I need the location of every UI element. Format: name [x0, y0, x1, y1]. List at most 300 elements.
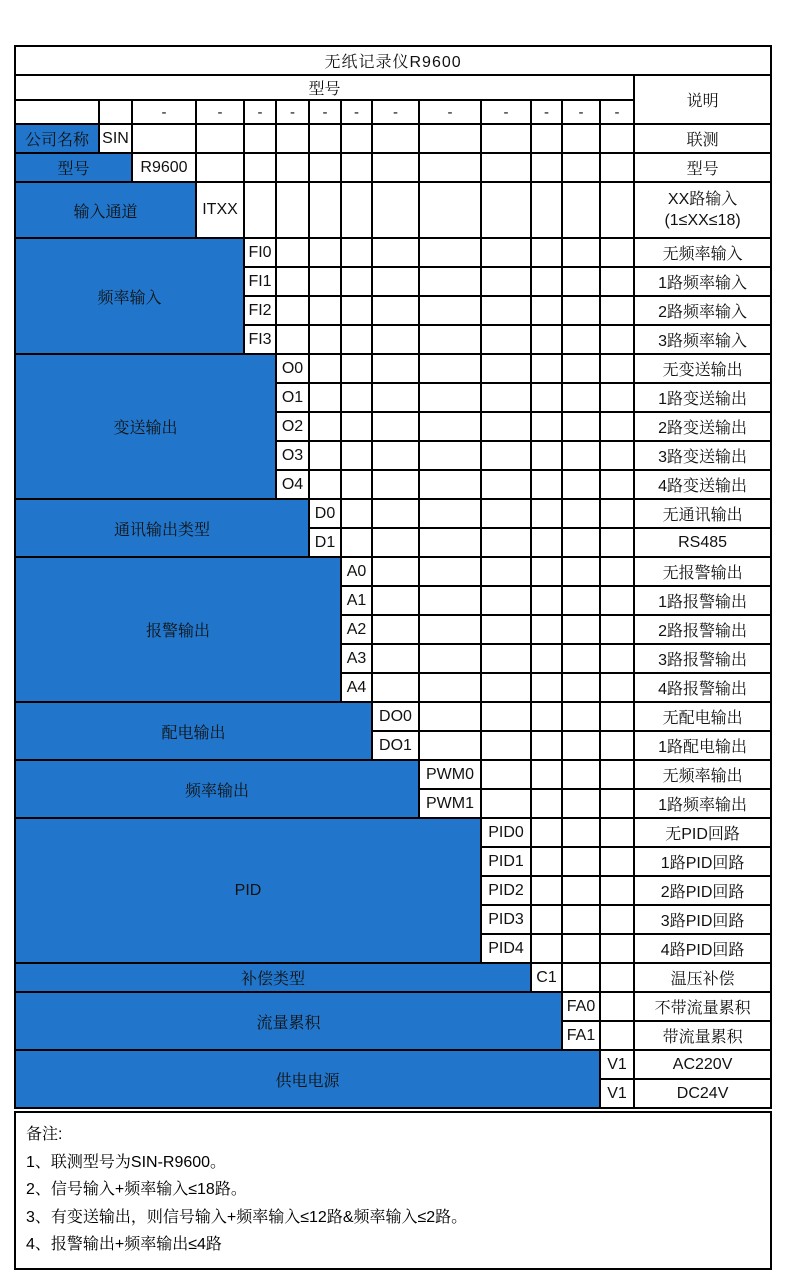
empty-cell	[531, 586, 562, 615]
empty-cell	[372, 499, 419, 528]
empty-cell	[419, 124, 481, 153]
empty-cell	[531, 702, 562, 731]
code-cell-fi1: FI1	[244, 267, 276, 296]
empty-cell	[372, 528, 419, 557]
section-label-frequency-output: 频率输出	[15, 760, 419, 818]
empty-cell	[562, 296, 600, 325]
empty-cell	[531, 267, 562, 296]
code-cell-d0: D0	[309, 499, 341, 528]
dash-cell: -	[419, 100, 481, 124]
empty-cell	[531, 383, 562, 412]
code-cell-o3: O3	[276, 441, 309, 470]
section-label-frequency-input: 频率输入	[15, 238, 244, 354]
notes-list	[26, 1149, 760, 1259]
description-cell: 1路频率输出	[634, 789, 771, 818]
code-cell-o4: O4	[276, 470, 309, 499]
section-label-company: 公司名称	[15, 124, 99, 153]
empty-cell	[481, 296, 531, 325]
code-cell-pwm1: PWM1	[419, 789, 481, 818]
dash-cell: -	[309, 100, 341, 124]
section-label-input-channels: 输入通道	[15, 182, 196, 238]
empty-cell	[562, 963, 600, 992]
empty-cell	[419, 412, 481, 441]
description-header: 说明	[634, 75, 771, 124]
code-cell-o1: O1	[276, 383, 309, 412]
dash-cell: -	[276, 100, 309, 124]
empty-cell	[600, 702, 634, 731]
dash-cell: -	[481, 100, 531, 124]
code-cell-d1: D1	[309, 528, 341, 557]
selection-table	[14, 45, 772, 1109]
empty-cell	[562, 760, 600, 789]
empty-cell	[562, 731, 600, 760]
empty-cell	[419, 325, 481, 354]
empty-cell	[481, 586, 531, 615]
empty-cell	[600, 296, 634, 325]
code-cell-do1: DO1	[372, 731, 419, 760]
description-cell: XX路输入 (1≤XX≤18)	[634, 182, 771, 238]
empty-cell	[600, 412, 634, 441]
empty-cell	[600, 383, 634, 412]
empty-cell	[481, 441, 531, 470]
empty-cell	[341, 296, 372, 325]
empty-cell	[600, 267, 634, 296]
empty-cell	[481, 267, 531, 296]
empty-cell	[341, 354, 372, 383]
empty-cell	[309, 441, 341, 470]
empty-cell	[600, 876, 634, 905]
empty-cell	[419, 615, 481, 644]
empty-cell	[99, 100, 132, 124]
empty-cell	[562, 818, 600, 847]
empty-cell	[600, 557, 634, 586]
empty-cell	[196, 124, 244, 153]
description-cell: 3路频率输入	[634, 325, 771, 354]
empty-cell	[531, 412, 562, 441]
empty-cell	[562, 673, 600, 702]
empty-cell	[372, 615, 419, 644]
empty-cell	[600, 847, 634, 876]
empty-cell	[562, 557, 600, 586]
code-cell-fi3: FI3	[244, 325, 276, 354]
empty-cell	[372, 673, 419, 702]
description-cell: 无频率输入	[634, 238, 771, 267]
empty-cell	[419, 586, 481, 615]
notes-box	[14, 1111, 772, 1270]
empty-cell	[15, 100, 99, 124]
empty-cell	[600, 325, 634, 354]
description-cell: 1路配电输出	[634, 731, 771, 760]
empty-cell	[341, 238, 372, 267]
description-cell: 1路变送输出	[634, 383, 771, 412]
empty-cell	[562, 412, 600, 441]
row-transmitter-output-0	[15, 354, 771, 383]
empty-cell	[309, 383, 341, 412]
empty-cell	[372, 182, 419, 238]
description-cell: 无PID回路	[634, 818, 771, 847]
section-label-pid: PID	[15, 818, 481, 963]
dash-cell: -	[244, 100, 276, 124]
code-cell-itxx: ITXX	[196, 182, 244, 238]
empty-cell	[531, 238, 562, 267]
empty-cell	[600, 354, 634, 383]
empty-cell	[276, 182, 309, 238]
empty-cell	[562, 441, 600, 470]
description-cell: 1路PID回路	[634, 847, 771, 876]
empty-cell	[531, 528, 562, 557]
code-cell-a0: A0	[341, 557, 372, 586]
row-frequency-output-0	[15, 760, 771, 789]
empty-cell	[562, 383, 600, 412]
empty-cell	[481, 731, 531, 760]
empty-cell	[419, 731, 481, 760]
empty-cell	[531, 847, 562, 876]
empty-cell	[309, 354, 341, 383]
empty-cell	[372, 470, 419, 499]
empty-cell	[562, 470, 600, 499]
empty-cell	[531, 905, 562, 934]
code-cell-pid4: PID4	[481, 934, 531, 963]
empty-cell	[481, 153, 531, 182]
empty-cell	[276, 267, 309, 296]
empty-cell	[309, 296, 341, 325]
empty-cell	[341, 383, 372, 412]
empty-cell	[562, 934, 600, 963]
notes-title: 备注:	[26, 1126, 63, 1143]
empty-cell	[419, 644, 481, 673]
empty-cell	[600, 992, 634, 1021]
empty-cell	[562, 702, 600, 731]
empty-cell	[372, 383, 419, 412]
empty-cell	[600, 673, 634, 702]
description-cell: 2路PID回路	[634, 876, 771, 905]
description-cell: 无频率输出	[634, 760, 771, 789]
empty-cell	[531, 124, 562, 153]
row-input-channels-0	[15, 182, 771, 238]
empty-cell	[309, 412, 341, 441]
code-cell-v1: V1	[600, 1050, 634, 1079]
empty-cell	[419, 528, 481, 557]
empty-cell	[600, 731, 634, 760]
empty-cell	[600, 615, 634, 644]
section-label-model: 型号	[15, 153, 132, 182]
empty-cell	[276, 325, 309, 354]
empty-cell	[531, 182, 562, 238]
empty-cell	[419, 557, 481, 586]
empty-cell	[481, 182, 531, 238]
description-cell: 无配电输出	[634, 702, 771, 731]
empty-cell	[531, 876, 562, 905]
empty-cell	[600, 499, 634, 528]
description-cell: 1路报警输出	[634, 586, 771, 615]
dash-cell: -	[562, 100, 600, 124]
row-company-0	[15, 124, 771, 153]
description-cell: 不带流量累积	[634, 992, 771, 1021]
row-model-0	[15, 153, 771, 182]
empty-cell	[132, 124, 196, 153]
empty-cell	[309, 470, 341, 499]
empty-cell	[372, 124, 419, 153]
code-cell-sin: SIN	[99, 124, 132, 153]
empty-cell	[341, 441, 372, 470]
empty-cell	[600, 470, 634, 499]
empty-cell	[341, 124, 372, 153]
empty-cell	[309, 153, 341, 182]
empty-cell	[600, 934, 634, 963]
row-frequency-input-0	[15, 238, 771, 267]
empty-cell	[372, 441, 419, 470]
empty-cell	[419, 296, 481, 325]
section-label-communication-output: 通讯输出类型	[15, 499, 309, 557]
dash-cell: -	[531, 100, 562, 124]
empty-cell	[244, 153, 276, 182]
empty-cell	[600, 644, 634, 673]
code-cell-a1: A1	[341, 586, 372, 615]
section-label-power-supply: 供电电源	[15, 1050, 600, 1108]
description-cell: 无通讯输出	[634, 499, 771, 528]
code-cell-pid2: PID2	[481, 876, 531, 905]
empty-cell	[481, 124, 531, 153]
empty-cell	[419, 470, 481, 499]
row-power-supply-0	[15, 1050, 771, 1079]
empty-cell	[562, 615, 600, 644]
empty-cell	[372, 153, 419, 182]
empty-cell	[562, 644, 600, 673]
code-cell-o0: O0	[276, 354, 309, 383]
description-cell: 1路频率输入	[634, 267, 771, 296]
empty-cell	[531, 615, 562, 644]
section-label-transmitter-output: 变送输出	[15, 354, 276, 499]
empty-cell	[372, 354, 419, 383]
empty-cell	[531, 760, 562, 789]
code-cell-fi2: FI2	[244, 296, 276, 325]
empty-cell	[562, 124, 600, 153]
empty-cell	[531, 296, 562, 325]
empty-cell	[341, 470, 372, 499]
empty-cell	[531, 731, 562, 760]
row-alarm-output-0	[15, 557, 771, 586]
empty-cell	[419, 267, 481, 296]
page-title: 无纸记录仪R9600	[15, 46, 771, 75]
empty-cell	[600, 153, 634, 182]
description-cell: 联测	[634, 124, 771, 153]
empty-cell	[481, 702, 531, 731]
code-cell-pid1: PID1	[481, 847, 531, 876]
empty-cell	[600, 789, 634, 818]
empty-cell	[244, 182, 276, 238]
empty-cell	[419, 182, 481, 238]
empty-cell	[372, 296, 419, 325]
code-cell-pwm0: PWM0	[419, 760, 481, 789]
description-cell: 无报警输出	[634, 557, 771, 586]
empty-cell	[309, 238, 341, 267]
empty-cell	[600, 1021, 634, 1050]
section-label-flow-accumulation: 流量累积	[15, 992, 562, 1050]
dash-cell: -	[372, 100, 419, 124]
empty-cell	[372, 238, 419, 267]
empty-cell	[481, 673, 531, 702]
empty-cell	[562, 267, 600, 296]
empty-cell	[481, 557, 531, 586]
row-communication-output-0	[15, 499, 771, 528]
empty-cell	[372, 267, 419, 296]
code-cell-pid3: PID3	[481, 905, 531, 934]
empty-cell	[341, 153, 372, 182]
description-cell: 4路报警输出	[634, 673, 771, 702]
description-cell: 3路PID回路	[634, 905, 771, 934]
empty-cell	[244, 124, 276, 153]
empty-cell	[562, 905, 600, 934]
empty-cell	[276, 153, 309, 182]
code-cell-o2: O2	[276, 412, 309, 441]
description-cell: 型号	[634, 153, 771, 182]
code-cell-fa0: FA0	[562, 992, 600, 1021]
description-cell: 温压补偿	[634, 963, 771, 992]
empty-cell	[562, 586, 600, 615]
empty-cell	[481, 470, 531, 499]
empty-cell	[531, 789, 562, 818]
section-label-alarm-output: 报警输出	[15, 557, 341, 702]
empty-cell	[531, 153, 562, 182]
empty-cell	[276, 238, 309, 267]
empty-cell	[531, 441, 562, 470]
empty-cell	[481, 760, 531, 789]
dash-cell: -	[341, 100, 372, 124]
empty-cell	[372, 644, 419, 673]
empty-cell	[531, 934, 562, 963]
empty-cell	[372, 586, 419, 615]
section-label-distribution-output: 配电输出	[15, 702, 372, 760]
empty-cell	[600, 124, 634, 153]
empty-cell	[419, 499, 481, 528]
empty-cell	[562, 182, 600, 238]
dash-cell: -	[196, 100, 244, 124]
description-cell: AC220V	[634, 1050, 771, 1079]
empty-cell	[531, 325, 562, 354]
empty-cell	[309, 124, 341, 153]
empty-cell	[600, 238, 634, 267]
note-item: 2、信号输入+频率输入≤18路。	[26, 1181, 247, 1198]
empty-cell	[341, 499, 372, 528]
description-cell: 2路变送输出	[634, 412, 771, 441]
empty-cell	[600, 182, 634, 238]
code-cell-fa1: FA1	[562, 1021, 600, 1050]
empty-cell	[481, 354, 531, 383]
row-compensation-type-0	[15, 963, 771, 992]
empty-cell	[419, 441, 481, 470]
empty-cell	[481, 325, 531, 354]
empty-cell	[481, 238, 531, 267]
empty-cell	[600, 760, 634, 789]
header-row	[15, 75, 771, 100]
empty-cell	[341, 412, 372, 441]
empty-cell	[419, 238, 481, 267]
empty-cell	[481, 789, 531, 818]
note-item: 3、有变送输出，则信号输入+频率输入≤12路&频率输入≤2路。	[26, 1208, 468, 1226]
empty-cell	[562, 153, 600, 182]
description-cell: 3路变送输出	[634, 441, 771, 470]
code-cell-a2: A2	[341, 615, 372, 644]
empty-cell	[481, 383, 531, 412]
code-cell-do0: DO0	[372, 702, 419, 731]
empty-cell	[309, 325, 341, 354]
empty-cell	[562, 354, 600, 383]
description-cell: 带流量累积	[634, 1021, 771, 1050]
empty-cell	[341, 528, 372, 557]
empty-cell	[419, 383, 481, 412]
code-cell-a3: A3	[341, 644, 372, 673]
empty-cell	[309, 182, 341, 238]
description-cell: 无变送输出	[634, 354, 771, 383]
description-cell: 4路PID回路	[634, 934, 771, 963]
dash-cell: -	[600, 100, 634, 124]
code-cell-c1: C1	[531, 963, 562, 992]
row-flow-accumulation-0	[15, 992, 771, 1021]
empty-cell	[419, 673, 481, 702]
empty-cell	[481, 528, 531, 557]
empty-cell	[531, 673, 562, 702]
empty-cell	[531, 499, 562, 528]
empty-cell	[562, 876, 600, 905]
empty-cell	[196, 153, 244, 182]
code-cell-fi0: FI0	[244, 238, 276, 267]
empty-cell	[562, 499, 600, 528]
description-cell: RS485	[634, 528, 771, 557]
empty-cell	[562, 528, 600, 557]
description-cell: 3路报警输出	[634, 644, 771, 673]
model-header: 型号	[15, 75, 634, 100]
empty-cell	[419, 153, 481, 182]
empty-cell	[372, 412, 419, 441]
row-distribution-output-0	[15, 702, 771, 731]
empty-cell	[531, 644, 562, 673]
empty-cell	[481, 412, 531, 441]
empty-cell	[481, 615, 531, 644]
empty-cell	[531, 557, 562, 586]
note-item: 4、报警输出+频率输出≤4路	[26, 1236, 222, 1253]
empty-cell	[600, 963, 634, 992]
empty-cell	[531, 354, 562, 383]
empty-cell	[372, 325, 419, 354]
note-item: 1、联测型号为SIN-R9600。	[26, 1153, 227, 1171]
description-cell: DC24V	[634, 1079, 771, 1108]
code-cell-a4: A4	[341, 673, 372, 702]
empty-cell	[419, 702, 481, 731]
empty-cell	[600, 905, 634, 934]
empty-cell	[341, 182, 372, 238]
empty-cell	[600, 528, 634, 557]
empty-cell	[276, 296, 309, 325]
dash-cell: -	[132, 100, 196, 124]
description-cell: 2路频率输入	[634, 296, 771, 325]
empty-cell	[600, 441, 634, 470]
description-cell: 2路报警输出	[634, 615, 771, 644]
empty-cell	[531, 818, 562, 847]
row-pid-0	[15, 818, 771, 847]
code-cell-pid0: PID0	[481, 818, 531, 847]
empty-cell	[531, 470, 562, 499]
description-cell: 4路变送输出	[634, 470, 771, 499]
code-cell-v1: V1	[600, 1079, 634, 1108]
empty-cell	[309, 267, 341, 296]
section-label-compensation-type: 补偿类型	[15, 963, 531, 992]
empty-cell	[341, 267, 372, 296]
empty-cell	[562, 238, 600, 267]
empty-cell	[600, 818, 634, 847]
empty-cell	[562, 789, 600, 818]
empty-cell	[481, 499, 531, 528]
empty-cell	[600, 586, 634, 615]
